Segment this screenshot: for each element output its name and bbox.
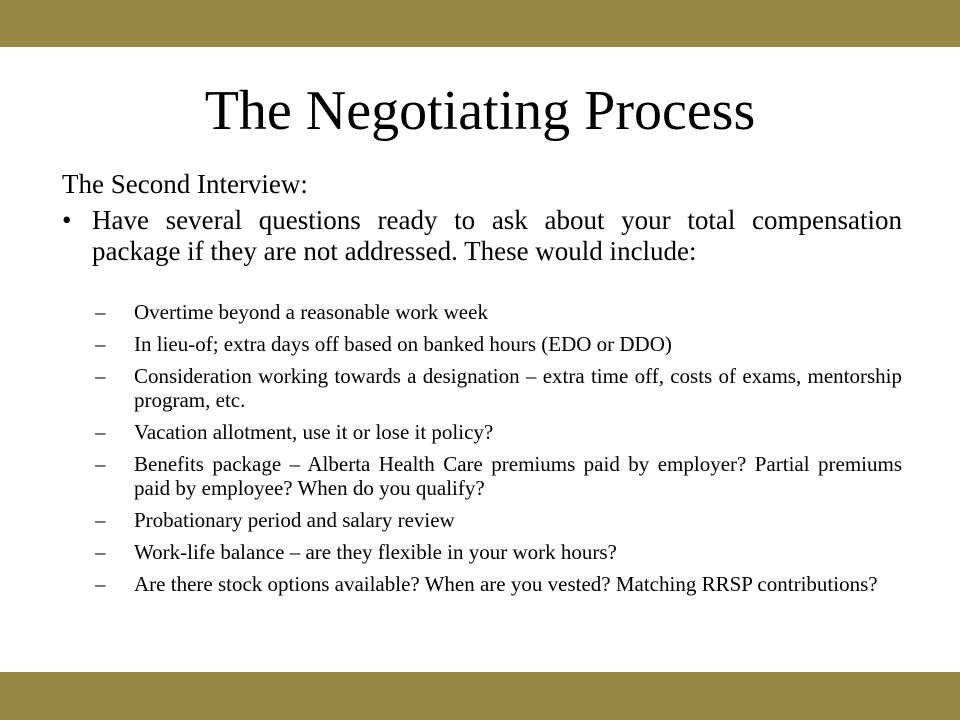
dash-marker: – (95, 364, 106, 388)
dash-marker: – (95, 540, 106, 564)
slide-title: The Negotiating Process (204, 80, 756, 142)
sub-item (92, 332, 902, 356)
dash-marker: – (95, 300, 106, 324)
dash-marker: – (95, 452, 106, 476)
sub-item (92, 572, 902, 596)
sub-item-text: Vacation allotment, use it or lose it policy? (134, 420, 494, 444)
dash-marker: – (95, 420, 106, 444)
dash-marker: – (95, 572, 106, 596)
sub-item (92, 420, 902, 444)
sub-item (92, 452, 902, 500)
sub-item (92, 508, 902, 532)
slide-subtitle: The Second Interview: (62, 169, 308, 199)
sub-item-text: In lieu-of; extra days off based on banked hours (EDO or DDO) (134, 332, 672, 356)
sub-item-list (92, 300, 902, 604)
sub-item-text: Overtime beyond a reasonable work week (134, 300, 488, 324)
sub-item-text: Are there stock options available? When are you vested? Matching RRSP contributions? (134, 572, 878, 596)
sub-item-text: Work-life balance – are they flexible in your work hours? (134, 540, 617, 564)
dash-marker: – (95, 332, 106, 356)
dash-marker: – (95, 508, 106, 532)
sub-item-text: Consideration working towards a designation – extra time off, costs of exams, mentorship program, etc. (134, 364, 902, 412)
bullet-marker: • (62, 205, 72, 235)
sub-item (92, 300, 902, 324)
sub-item-text: Probationary period and salary review (134, 508, 455, 532)
bottom-band (0, 672, 960, 720)
sub-item (92, 364, 902, 412)
top-band (0, 0, 960, 47)
sub-item-text: Benefits package – Alberta Health Care premiums paid by employer? Partial premiums paid by employee? When do you qualify? (134, 452, 902, 500)
sub-item (92, 540, 902, 564)
bullet-text: Have several questions ready to ask about your total compensation package if they are not addressed. These would include: (92, 205, 902, 266)
